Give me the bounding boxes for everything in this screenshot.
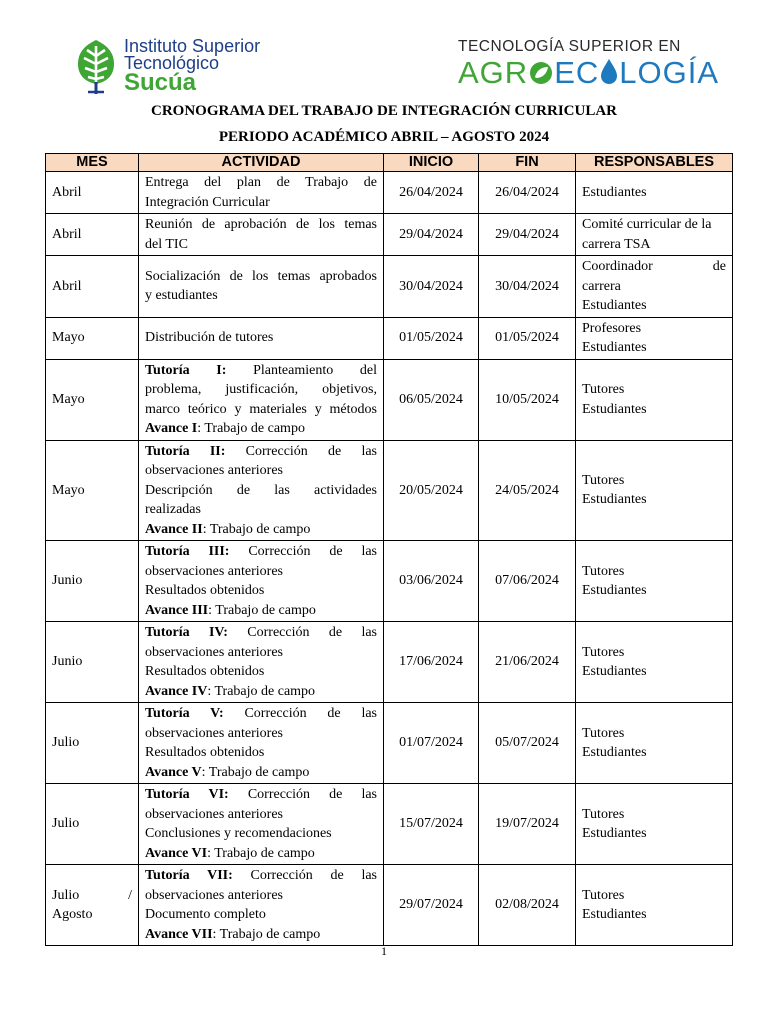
tutoria-label: Tutoría III: bbox=[145, 544, 230, 559]
avance-label: Avance III bbox=[145, 602, 209, 618]
responsable-line: Estudiantes bbox=[582, 340, 647, 355]
avance-text: : Trabajo de campo bbox=[207, 683, 316, 699]
avance-label: Avance VII bbox=[145, 926, 213, 942]
actividad-line: Entrega del plan de Trabajo de bbox=[145, 175, 377, 190]
cell-fin: 07/06/2024 bbox=[479, 541, 576, 622]
responsable-line: Tutores bbox=[582, 644, 625, 660]
cell-responsables bbox=[576, 784, 733, 865]
cell-actividad bbox=[139, 317, 384, 359]
cell-responsables bbox=[576, 256, 733, 318]
actividad-line: Socialización de los temas aprobados bbox=[145, 268, 377, 284]
cell-fin: 05/07/2024 bbox=[479, 703, 576, 784]
cell-fin: 26/04/2024 bbox=[479, 172, 576, 214]
cell-fin: 02/08/2024 bbox=[479, 865, 576, 946]
cell-responsables bbox=[576, 317, 733, 359]
column-header-actividad: ACTIVIDAD bbox=[139, 154, 384, 172]
cell-mes: Mayo bbox=[46, 440, 139, 541]
avance-text: : Trabajo de campo bbox=[212, 926, 321, 942]
cell-mes: Abril bbox=[46, 214, 139, 256]
program-logo bbox=[458, 38, 720, 90]
cell-inicio: 01/07/2024 bbox=[384, 703, 479, 784]
table-row bbox=[46, 172, 733, 214]
table-row bbox=[46, 317, 733, 359]
actividad-line: observaciones anteriores bbox=[145, 463, 283, 478]
document-title: CRONOGRAMA DEL TRABAJO DE INTEGRACIÓN CURRICULAR bbox=[150, 103, 618, 119]
actividad-line: realizadas bbox=[145, 502, 201, 517]
actividad-line: observaciones anteriores bbox=[145, 725, 283, 741]
cell-fin: 01/05/2024 bbox=[479, 317, 576, 359]
actividad-line: observaciones anteriores bbox=[145, 806, 283, 822]
cell-actividad bbox=[139, 172, 384, 214]
actividad-line: observaciones anteriores bbox=[145, 563, 283, 579]
cell-actividad bbox=[139, 703, 384, 784]
avance-text: : Trabajo de campo bbox=[202, 521, 311, 537]
actividad-line: Conclusiones y recomendaciones bbox=[145, 826, 332, 841]
tutoria-label: Tutoría VII: bbox=[145, 868, 233, 883]
institute-logo bbox=[74, 36, 314, 98]
table-header-row bbox=[46, 154, 733, 172]
responsable-line: Tutores bbox=[582, 472, 625, 488]
actividad-line: y estudiantes bbox=[145, 288, 218, 304]
tutoria-label: Tutoría VI: bbox=[145, 787, 229, 802]
actividad-line: problema, justificación, objetivos, bbox=[145, 382, 377, 397]
responsable-line: Estudiantes bbox=[582, 298, 647, 313]
logo-line-2: Tecnológico bbox=[124, 53, 220, 73]
avance-label: Avance I bbox=[145, 421, 198, 436]
wordmark-ec: EC bbox=[554, 55, 600, 90]
responsable-line: carrera TSA bbox=[582, 236, 651, 252]
cell-responsables bbox=[576, 359, 733, 440]
mes-line: Agosto bbox=[52, 907, 93, 922]
responsable-line: Tutores bbox=[582, 806, 625, 822]
document-subtitle: PERIODO ACADÉMICO ABRIL – AGOSTO 2024 bbox=[218, 129, 550, 145]
cell-actividad bbox=[139, 214, 384, 256]
cell-inicio: 29/04/2024 bbox=[384, 214, 479, 256]
tutoria-text: Corrección de las bbox=[250, 868, 377, 883]
actividad-line: Resultados obtenidos bbox=[145, 583, 265, 598]
actividad-line: Resultados obtenidos bbox=[145, 745, 265, 760]
cell-actividad bbox=[139, 359, 384, 440]
responsable-line: Estudiantes bbox=[582, 401, 647, 417]
logo-line-1: Instituto Superior bbox=[124, 36, 261, 56]
wordmark-logia: LOGÍA bbox=[619, 55, 720, 90]
avance-label: Avance IV bbox=[145, 683, 208, 699]
cell-inicio: 30/04/2024 bbox=[384, 256, 479, 318]
program-logo-wordmark bbox=[458, 54, 719, 92]
responsable-line: Estudiantes bbox=[582, 664, 647, 679]
actividad-line: Reunión de aprobación de los temas bbox=[145, 217, 377, 232]
responsable-line: Tutores bbox=[582, 725, 625, 741]
leaf-o-icon bbox=[528, 60, 554, 86]
avance-text: : Trabajo de campo bbox=[208, 602, 316, 618]
avance-label: Avance VI bbox=[145, 845, 208, 861]
responsable-line: Tutores bbox=[582, 563, 625, 579]
tutoria-label: Tutoría V: bbox=[145, 706, 224, 721]
responsable-line: Estudiantes bbox=[582, 745, 647, 760]
responsable-line: Estudiantes bbox=[582, 826, 647, 841]
cell-responsables bbox=[576, 865, 733, 946]
actividad-line: Descripción de las actividades bbox=[145, 482, 377, 498]
responsable-line: Comité curricular de la bbox=[582, 217, 712, 232]
cell-mes: Junio bbox=[46, 622, 139, 703]
tutoria-text: Corrección de las bbox=[247, 625, 377, 640]
avance-label: Avance V bbox=[145, 764, 202, 780]
table-row bbox=[46, 214, 733, 256]
cell-responsables bbox=[576, 172, 733, 214]
cell-actividad bbox=[139, 784, 384, 865]
tutoria-text: Corrección de las bbox=[245, 443, 377, 459]
page-number: 1 bbox=[381, 944, 387, 958]
actividad-line: Resultados obtenidos bbox=[145, 664, 265, 679]
responsable-line: Profesores bbox=[582, 320, 642, 336]
table-row bbox=[46, 784, 733, 865]
avance-label: Avance II bbox=[145, 521, 203, 537]
tutoria-label: Tutoría I: bbox=[145, 362, 227, 378]
cell-inicio: 17/06/2024 bbox=[384, 622, 479, 703]
cell-mes: Abril bbox=[46, 256, 139, 318]
responsable-line: carrera bbox=[582, 278, 621, 294]
avance-text: : Trabajo de campo bbox=[197, 421, 305, 436]
cell-actividad bbox=[139, 622, 384, 703]
actividad-line: marco teórico y materiales y métodos bbox=[145, 401, 377, 417]
cell-mes: Julio bbox=[46, 784, 139, 865]
logo-line-3: Sucúa bbox=[124, 69, 197, 96]
program-logo-top-text: TECNOLOGÍA SUPERIOR EN bbox=[458, 38, 681, 55]
cell-responsables bbox=[576, 440, 733, 541]
cell-inicio: 20/05/2024 bbox=[384, 440, 479, 541]
column-header-responsables: RESPONSABLES bbox=[576, 154, 733, 172]
table-row bbox=[46, 541, 733, 622]
cell-fin: 30/04/2024 bbox=[479, 256, 576, 318]
tutoria-label: Tutoría IV: bbox=[145, 625, 228, 640]
table-row bbox=[46, 256, 733, 318]
actividad-line: Documento completo bbox=[145, 907, 266, 922]
cell-fin: 24/05/2024 bbox=[479, 440, 576, 541]
responsable-line: Estudiantes bbox=[582, 492, 647, 508]
responsable-line: Tutores bbox=[582, 887, 625, 903]
cell-responsables bbox=[576, 622, 733, 703]
cell-fin: 29/04/2024 bbox=[479, 214, 576, 256]
tutoria-text: Corrección de las bbox=[247, 787, 377, 802]
cell-actividad bbox=[139, 865, 384, 946]
schedule-table bbox=[45, 153, 733, 946]
cell-actividad bbox=[139, 440, 384, 541]
cell-actividad bbox=[139, 256, 384, 318]
tutoria-label: Tutoría II: bbox=[145, 443, 226, 459]
table-row bbox=[46, 440, 733, 541]
cell-actividad bbox=[139, 541, 384, 622]
mes-line: Julio / bbox=[52, 887, 132, 903]
cell-responsables bbox=[576, 541, 733, 622]
cell-mes bbox=[46, 865, 139, 946]
wordmark-agro: AGR bbox=[458, 55, 529, 90]
responsable-line: Coordinador de bbox=[582, 259, 726, 274]
cell-inicio: 29/07/2024 bbox=[384, 865, 479, 946]
cell-mes: Julio bbox=[46, 703, 139, 784]
actividad-line: Distribución de tutores bbox=[145, 330, 274, 346]
table-row bbox=[46, 865, 733, 946]
cell-fin: 19/07/2024 bbox=[479, 784, 576, 865]
water-drop-icon bbox=[599, 57, 619, 85]
actividad-line: observaciones anteriores bbox=[145, 644, 283, 660]
actividad-line: observaciones anteriores bbox=[145, 887, 283, 903]
responsable-line: Estudiantes bbox=[582, 184, 647, 200]
responsable-line: Estudiantes bbox=[582, 907, 647, 922]
cell-inicio: 15/07/2024 bbox=[384, 784, 479, 865]
column-header-fin: FIN bbox=[479, 154, 576, 172]
tutoria-text: Corrección de las bbox=[244, 706, 377, 721]
cell-inicio: 26/04/2024 bbox=[384, 172, 479, 214]
column-header-mes: MES bbox=[46, 154, 139, 172]
cell-mes: Abril bbox=[46, 172, 139, 214]
cell-responsables bbox=[576, 214, 733, 256]
tutoria-text: Corrección de las bbox=[248, 544, 377, 559]
avance-text: : Trabajo de campo bbox=[207, 845, 315, 861]
cell-fin: 21/06/2024 bbox=[479, 622, 576, 703]
cell-fin: 10/05/2024 bbox=[479, 359, 576, 440]
leaf-icon bbox=[74, 38, 118, 96]
actividad-line: Integración Curricular bbox=[145, 194, 270, 210]
responsable-line: Estudiantes bbox=[582, 583, 647, 598]
tutoria-text: Planteamiento del bbox=[253, 362, 378, 378]
responsable-line: Tutores bbox=[582, 382, 625, 397]
cell-responsables bbox=[576, 703, 733, 784]
cell-mes: Mayo bbox=[46, 317, 139, 359]
avance-text: : Trabajo de campo bbox=[201, 764, 310, 780]
cell-mes: Junio bbox=[46, 541, 139, 622]
cell-inicio: 03/06/2024 bbox=[384, 541, 479, 622]
cell-inicio: 06/05/2024 bbox=[384, 359, 479, 440]
table-row bbox=[46, 622, 733, 703]
cell-mes: Mayo bbox=[46, 359, 139, 440]
table-row bbox=[46, 359, 733, 440]
actividad-line: del TIC bbox=[145, 236, 188, 252]
cell-inicio: 01/05/2024 bbox=[384, 317, 479, 359]
column-header-inicio: INICIO bbox=[384, 154, 479, 172]
table-row bbox=[46, 703, 733, 784]
